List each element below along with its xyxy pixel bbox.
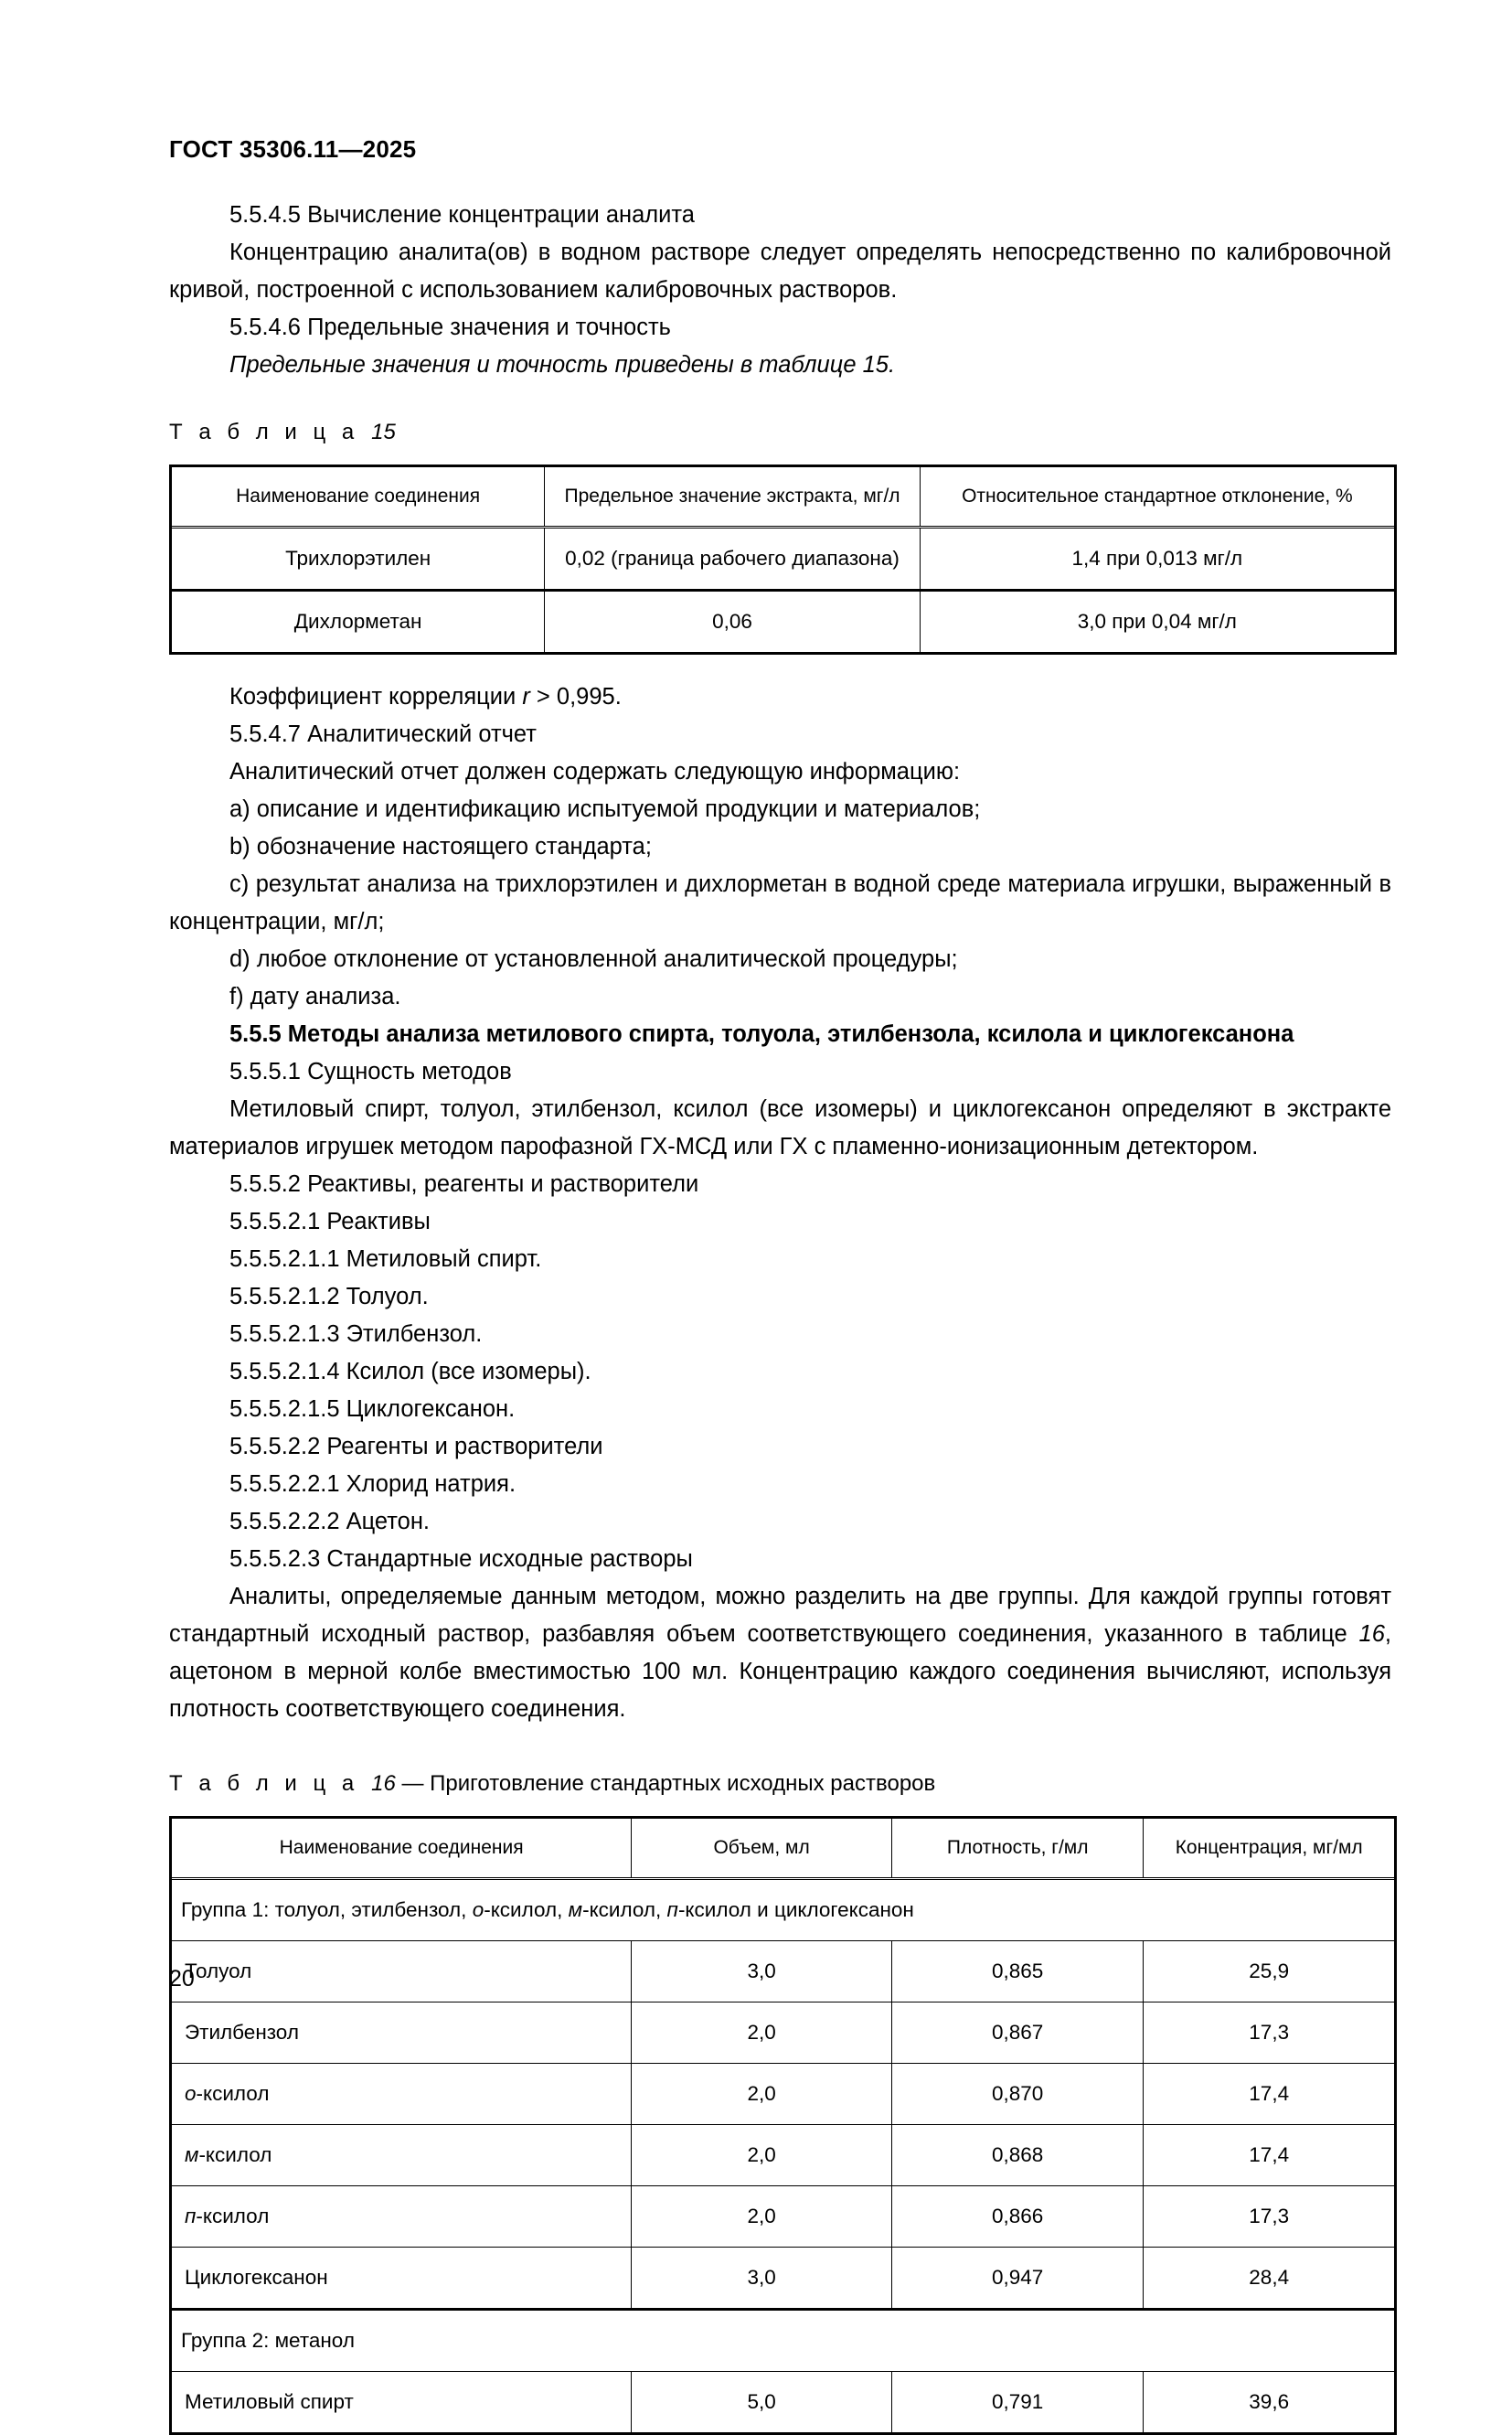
- table-16-g1-r1-name: [172, 2002, 632, 2064]
- name-prefix: п: [185, 2205, 197, 2227]
- table-15-caption-word: Т а б л и ц а: [169, 420, 359, 444]
- table-16-g1-r0-density: 0,865: [891, 1941, 1143, 2002]
- s55523-part2: , ацетоном в мерной колбе вместимостью 100 мл. Концентрацию каждого соединения вычисляют, используя плотность соответствующего соединения.: [169, 1621, 1391, 1722]
- table-row: [172, 2248, 1394, 2310]
- table-16-g1-r3-concentration: 17,4: [1144, 2125, 1394, 2186]
- table-row: [172, 2186, 1394, 2248]
- table-16-g1-r2-name: [172, 2064, 632, 2125]
- section-5-5-4-7-title: 5.5.4.7 Аналитический отчет: [229, 721, 537, 747]
- g1-c: -ксилол,: [582, 1898, 667, 1921]
- table-row: [172, 591, 1394, 653]
- table-16-header-concentration: Концентрация, мг/мл: [1144, 1819, 1394, 1879]
- section-5-5-5-2-2-title: 5.5.5.2.2 Реагенты и растворители: [229, 1434, 603, 1459]
- table-16-g1-r0-name: [172, 1941, 632, 2002]
- section-5-5-5-2-3-title: 5.5.5.2.3 Стандартные исходные растворы: [229, 1546, 693, 1572]
- table-15-header-limit: Предельное значение экстракта, мг/л: [545, 467, 920, 528]
- table-16-g1-r5-density: 0,947: [891, 2248, 1143, 2310]
- section-5-5-5-2-2-1: 5.5.5.2.2.1 Хлорид натрия.: [229, 1471, 516, 1497]
- table-16-caption-dash: —: [401, 1771, 424, 1796]
- list-item-b: b) обозначение настоящего стандарта;: [229, 834, 652, 860]
- section-5-5-5-1-body: Метиловый спирт, толуол, этилбензол, ксилол (все изомеры) и циклогексанон определяют в экстракте материалов игрушек методом парофазной ГХ-МСД или ГХ с пламенно-ионизационным детектором.: [169, 1096, 1391, 1159]
- corr-symbol-r: r: [522, 684, 530, 710]
- table-16-g1-r4-concentration: 17,3: [1144, 2186, 1394, 2248]
- table-16-g2-r0-density: 0,791: [891, 2372, 1143, 2433]
- name-text: -ксилол: [198, 2143, 272, 2166]
- list-item-a: a) описание и идентификацию испытуемой продукции и материалов;: [229, 796, 981, 822]
- section-5-5-5-2-1-title: 5.5.5.2.1 Реактивы: [229, 1209, 431, 1234]
- correlation-coefficient-text: [169, 678, 1391, 716]
- table-16-group-2-row: [172, 2310, 1394, 2372]
- section-5-5-4-6-title: 5.5.4.6 Предельные значения и точность: [229, 315, 671, 340]
- list-item-c: c) результат анализа на трихлорэтилен и дихлорметан в водной среде материала игрушки, выраженный в концентрации, мг/л;: [169, 871, 1391, 934]
- table-16-g2-r0-name: [172, 2372, 632, 2433]
- section-5-5-5-2-2-2: 5.5.5.2.2.2 Ацетон.: [229, 1509, 431, 1534]
- table-16-g1-r5-concentration: 28,4: [1144, 2248, 1394, 2310]
- corr-prefix: Коэффициент корреляции: [229, 684, 523, 710]
- table-15-r0-c2: 1,4 при 0,013 мг/л: [920, 528, 1394, 591]
- table-16-g1-r3-name: [172, 2125, 632, 2186]
- name-text: -ксилол: [196, 2082, 270, 2105]
- table-15-r1-c0: Дихлорметан: [172, 591, 545, 653]
- name-prefix: о: [185, 2082, 197, 2105]
- name-text: Этилбензол: [185, 2021, 299, 2044]
- table-16-group-1-row: [172, 1879, 1394, 1941]
- table-row: [172, 1941, 1394, 2002]
- table-16-group-1-label: [172, 1879, 1394, 1941]
- section-5-5-5-1-title: 5.5.5.1 Сущность методов: [229, 1059, 512, 1084]
- table-16-g1-r5-volume: 3,0: [632, 2248, 892, 2310]
- table-16-caption-title: Приготовление стандартных исходных растворов: [430, 1771, 936, 1796]
- table-15-r1-c2: 3,0 при 0,04 мг/л: [920, 591, 1394, 653]
- table-16-wrapper: [169, 1816, 1397, 2435]
- table-16-caption: [169, 1768, 1391, 1800]
- section-5-5-4-5-title: 5.5.4.5 Вычисление концентрации аналита: [229, 202, 695, 228]
- corr-suffix: > 0,995.: [529, 684, 622, 710]
- document-body: [169, 197, 1391, 2435]
- table-15-header-name: Наименование соединения: [172, 467, 545, 528]
- table-16-group-2-label: Группа 2: метанол: [172, 2310, 1394, 2372]
- table-16-header-density: Плотность, г/мл: [891, 1819, 1143, 1879]
- table-16-g2-r0-volume: 5,0: [632, 2372, 892, 2433]
- table-16-g1-r1-density: 0,867: [891, 2002, 1143, 2064]
- table-16-g2-r0-concentration: 39,6: [1144, 2372, 1394, 2433]
- table-16-caption-word: Т а б л и ц а: [169, 1771, 359, 1796]
- table-16-header-row: [172, 1819, 1394, 1879]
- section-5-5-4-7-body: Аналитический отчет должен содержать следующую информацию:: [229, 759, 961, 785]
- section-5-5-4-6-body: Предельные значения и точность приведены в таблице 15.: [229, 352, 896, 378]
- table-row: [172, 2064, 1394, 2125]
- table-16-header-volume: Объем, мл: [632, 1819, 892, 1879]
- table-row: [172, 2372, 1394, 2433]
- table-16-g1-r0-concentration: 25,9: [1144, 1941, 1394, 2002]
- section-5-5-5-2-1-4: 5.5.5.2.1.4 Ксилол (все изомеры).: [229, 1359, 591, 1384]
- section-5-5-5-2-1-1: 5.5.5.2.1.1 Метиловый спирт.: [229, 1246, 542, 1272]
- table-15-r1-c1: 0,06: [545, 591, 920, 653]
- section-5-5-5-title: 5.5.5 Методы анализа метилового спирта, толуола, этилбензола, ксилола и циклогексанона: [229, 1021, 1294, 1047]
- g1-b: -ксилол,: [484, 1898, 569, 1921]
- list-item-d: d) любое отклонение от установленной аналитической процедуры;: [229, 946, 958, 972]
- table-15-wrapper: [169, 465, 1397, 655]
- table-row: [172, 528, 1394, 591]
- list-item-f: f) дату анализа.: [229, 984, 401, 1009]
- s55523-table-ref: 16: [1358, 1621, 1385, 1647]
- name-text: Циклогексанон: [185, 2266, 328, 2289]
- section-5-5-5-2-1-3: 5.5.5.2.1.3 Этилбензол.: [229, 1321, 483, 1347]
- name-text: -ксилол: [196, 2205, 270, 2227]
- table-16-g1-r4-density: 0,866: [891, 2186, 1143, 2248]
- table-15-caption-number: 15: [371, 420, 396, 444]
- table-15-r0-c0: Трихлорэтилен: [172, 528, 545, 591]
- table-15-r0-c1: 0,02 (граница рабочего диапазона): [545, 528, 920, 591]
- table-16-g1-r2-volume: 2,0: [632, 2064, 892, 2125]
- table-15-header-rsd: Относительное стандартное отклонение, %: [920, 467, 1394, 528]
- table-16-g1-r1-concentration: 17,3: [1144, 2002, 1394, 2064]
- table-16-g1-r0-volume: 3,0: [632, 1941, 892, 2002]
- table-16-g1-r3-density: 0,868: [891, 2125, 1143, 2186]
- section-5-5-5-2-1-5: 5.5.5.2.1.5 Циклогексанон.: [229, 1396, 516, 1422]
- table-16-header-name: Наименование соединения: [172, 1819, 632, 1879]
- section-5-5-5-2-3-body: [169, 1578, 1391, 1728]
- g1-o: о: [472, 1898, 484, 1921]
- g1-a: Группа 1: толуол, этилбензол,: [181, 1898, 473, 1921]
- g1-d: -ксилол и циклогексанон: [677, 1898, 914, 1921]
- g1-p: п: [666, 1898, 678, 1921]
- table-row: [172, 2125, 1394, 2186]
- table-16-g1-r4-volume: 2,0: [632, 2186, 892, 2248]
- name-prefix: м: [185, 2143, 199, 2166]
- section-5-5-5-2-1-2: 5.5.5.2.1.2 Толуол.: [229, 1284, 429, 1309]
- table-15: [172, 467, 1394, 652]
- name-text: Метиловый спирт: [185, 2390, 354, 2413]
- name-text: Толуол: [185, 1960, 252, 1982]
- table-15-caption: [169, 417, 1391, 448]
- document-header-standard-id: ГОСТ 35306.11—2025: [169, 135, 417, 163]
- table-16-g1-r5-name: [172, 2248, 632, 2310]
- table-15-header-row: [172, 467, 1394, 528]
- section-5-5-5-2-title: 5.5.5.2 Реактивы, реагенты и растворители: [229, 1171, 699, 1197]
- table-16-g1-r3-volume: 2,0: [632, 2125, 892, 2186]
- section-5-5-4-5-body: Концентрацию аналита(ов) в водном растворе следует определять непосредственно по калибровочной кривой, построенной с использованием калибровочных растворов.: [169, 240, 1391, 303]
- table-16-g1-r2-concentration: 17,4: [1144, 2064, 1394, 2125]
- page-number: 20: [169, 1966, 195, 1992]
- table-16-caption-number: 16: [371, 1771, 396, 1796]
- g1-m: м: [568, 1898, 583, 1921]
- s55523-part1: Аналиты, определяемые данным методом, можно разделить на две группы. Для каждой группы готовят стандартный исходный раствор, разбавляя объем соответствующего соединения, указанного в таблице: [169, 1584, 1391, 1647]
- table-16-g1-r1-volume: 2,0: [632, 2002, 892, 2064]
- table-16-g1-r2-density: 0,870: [891, 2064, 1143, 2125]
- table-16: [172, 1819, 1394, 2432]
- table-16-g1-r4-name: [172, 2186, 632, 2248]
- table-row: [172, 2002, 1394, 2064]
